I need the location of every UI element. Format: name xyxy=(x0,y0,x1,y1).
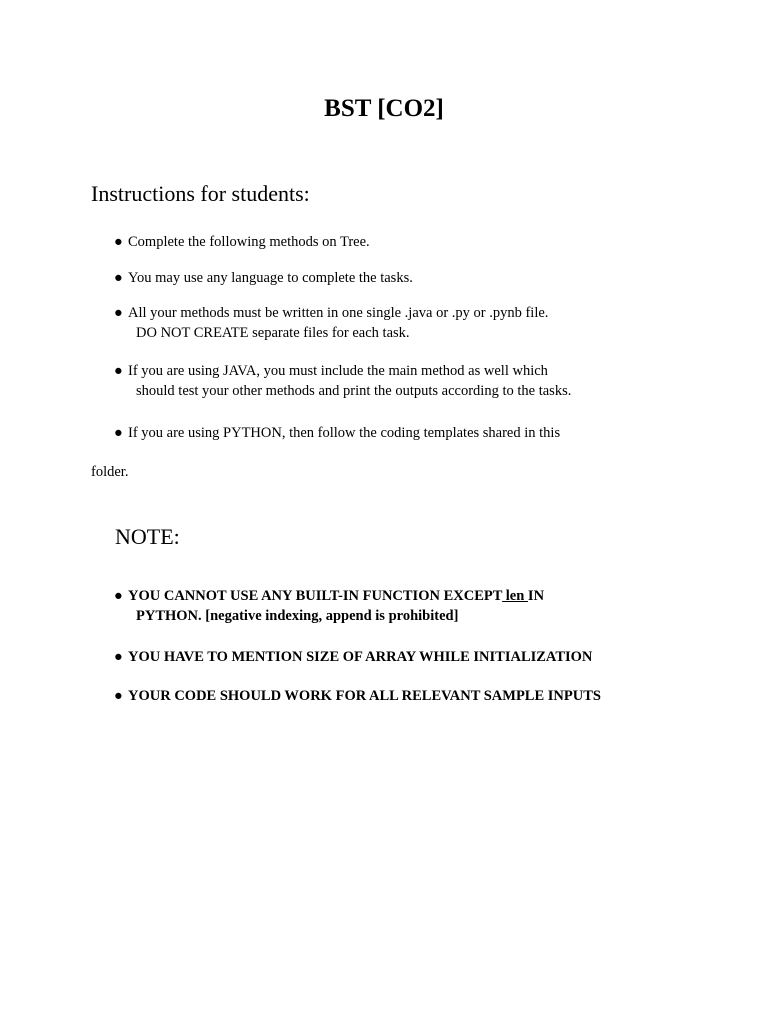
instruction-continuation: DO NOT CREATE separate files for each task. xyxy=(136,325,410,341)
instruction-text: All your methods must be written in one single .java or .py or .pynb file. xyxy=(128,305,549,321)
note-text: YOU CANNOT USE ANY BUILT-IN FUNCTION EXCEPT xyxy=(128,588,503,604)
instruction-text: If you are using PYTHON, then follow the coding templates shared in this xyxy=(128,425,561,441)
instruction-item-2 xyxy=(114,268,413,288)
instructions-heading: Instructions for students: xyxy=(91,181,310,206)
bullet-icon: ● xyxy=(114,425,123,441)
instruction-item-1 xyxy=(114,232,370,252)
bullet-icon: ● xyxy=(114,649,123,665)
bullet-icon: ● xyxy=(114,270,123,286)
bullet-icon: ● xyxy=(114,688,123,704)
note-heading: NOTE: xyxy=(115,524,180,549)
note-item-3 xyxy=(114,686,601,706)
bullet-icon: ● xyxy=(114,363,123,379)
bullet-icon: ● xyxy=(114,234,123,250)
note-text: YOUR CODE SHOULD WORK FOR ALL RELEVANT SAMPLE INPUTS xyxy=(128,688,601,704)
note-code-len: len xyxy=(502,588,528,604)
bullet-icon: ● xyxy=(114,305,123,321)
instruction-tail: folder. xyxy=(91,464,129,480)
note-continuation: PYTHON. [negative indexing, append is prohibited] xyxy=(136,608,459,624)
note-text: YOU HAVE TO MENTION SIZE OF ARRAY WHILE INITIALIZATION xyxy=(128,649,593,665)
instruction-item-4 xyxy=(114,361,571,401)
instruction-item-3 xyxy=(114,303,548,343)
page-title: BST [CO2] xyxy=(324,95,444,122)
instruction-text: If you are using JAVA, you must include the main method as well which xyxy=(128,363,548,379)
bullet-icon: ● xyxy=(114,588,123,604)
note-item-1 xyxy=(114,586,544,626)
instruction-item-5 xyxy=(114,423,560,443)
note-text-end: IN xyxy=(527,588,545,604)
note-item-2 xyxy=(114,647,592,667)
instruction-text: You may use any language to complete the tasks. xyxy=(128,270,413,286)
instruction-text: Complete the following methods on Tree. xyxy=(128,234,370,250)
instruction-continuation: should test your other methods and print the outputs according to the tasks. xyxy=(136,383,572,399)
